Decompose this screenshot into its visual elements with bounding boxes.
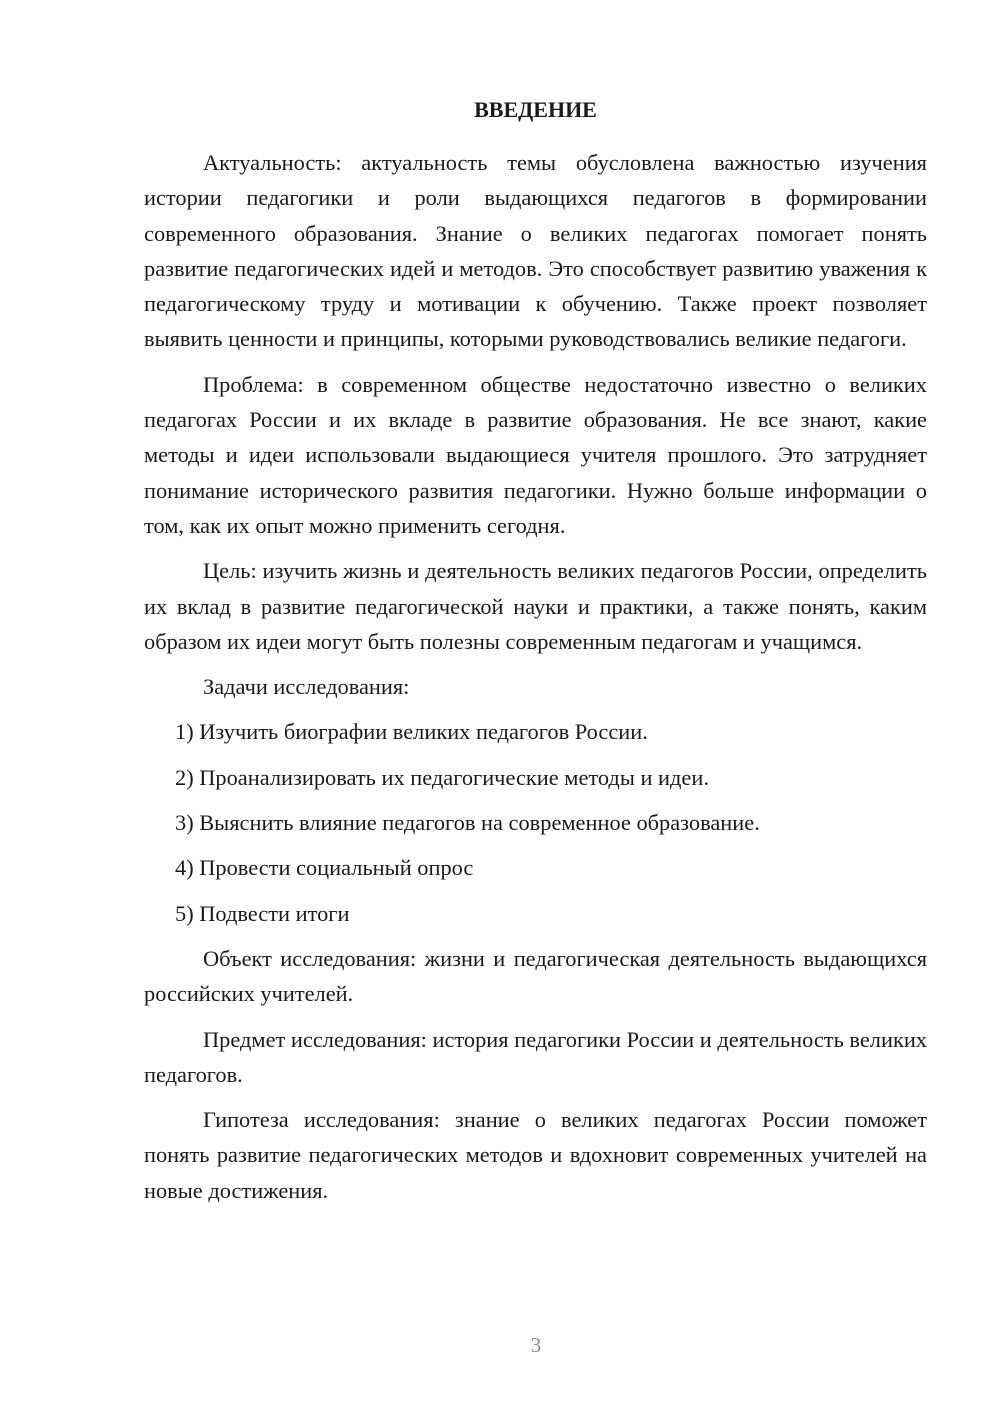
page-number: 3 [530,1333,542,1357]
section-heading: ВВЕДЕНИЕ [474,97,597,122]
object-paragraph: Объект исследования: жизни и педагогическая деятельность выдающихся российских учителей. [144,945,927,1007]
goal-paragraph: Цель: изучить жизнь и деятельность великих педагогов России, определить их вклад в развитие педагогической науки и практики, а также понять, каким образом их идеи могут быть полезны современным педагогам и учащимся. [144,558,927,654]
tasks-list [144,714,927,930]
tasks-title: Задачи исследования: [203,674,410,700]
task-item: 2) Проанализировать их педагогические методы и идеи. [175,764,709,790]
task-item: 1) Изучить биографии великих педагогов России. [175,719,648,745]
problem-paragraph: Проблема: в современном обществе недостаточно известно о великих педагогах России и их вкладе в развитие образования. Не все знают, какие методы и идеи использовали выдающиеся учителя прошлого. Это затрудняет понимание исторического развития педагогики. Нужно больше информации о том, как их опыт можно применить сегодня. [144,371,927,538]
task-item: 4) Провести социальный опрос [175,855,474,881]
task-item: 5) Подвести итоги [175,900,350,926]
hypothesis-paragraph: Гипотеза исследования: знание о великих педагогах России поможет понять развитие педагогических методов и вдохновит современных учителей на новые достижения. [144,1107,927,1203]
task-item: 3) Выяснить влияние педагогов на современное образование. [175,810,760,836]
subject-paragraph: Предмет исследования: история педагогики России и деятельность великих педагогов. [144,1026,927,1087]
document-page [144,95,927,1218]
relevance-paragraph: Актуальность: актуальность темы обусловлена важностью изучения истории педагогики и роли выдающихся педагогов в формировании современного образования. Знание о великих педагогах помогает понять развитие педагогических идей и методов. Это способствует развитию уважения к педагогическому труду и мотивации к обучению. Также проект позволяет выявить ценности и принципы, которыми руководствовались великие педагоги. [144,150,927,352]
